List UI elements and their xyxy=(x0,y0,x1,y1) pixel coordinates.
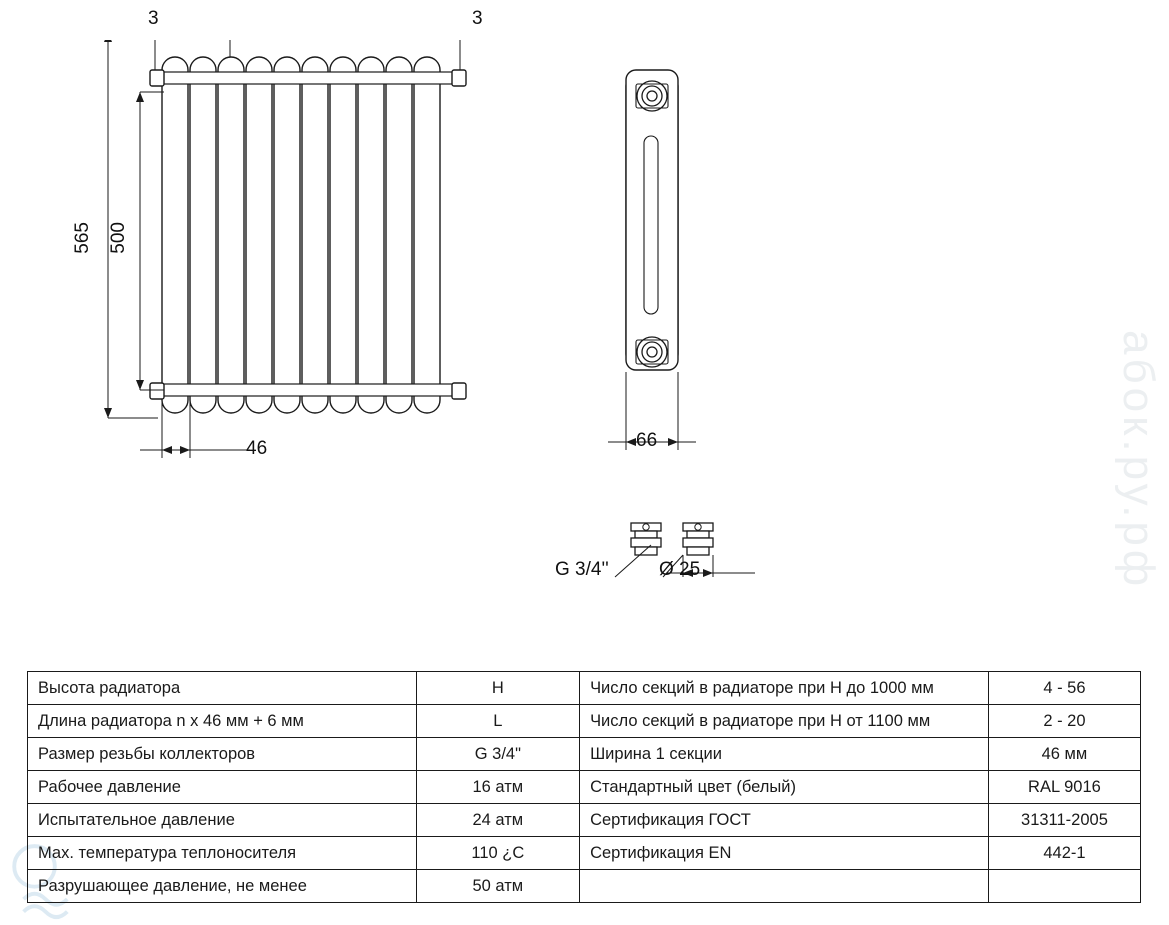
spec-param-2: Сертификация ГОСТ xyxy=(580,804,989,837)
spec-value-2: RAL 9016 xyxy=(988,771,1140,804)
spec-param-2 xyxy=(580,870,989,903)
table-row xyxy=(28,804,1141,837)
spec-value-2: 46 мм xyxy=(988,738,1140,771)
spec-symbol: 24 атм xyxy=(416,804,579,837)
table-row xyxy=(28,672,1141,705)
spec-param: Рабочее давление xyxy=(28,771,417,804)
fitting-detail-view xyxy=(555,515,805,615)
spec-param: Разрушающее давление, не менее xyxy=(28,870,417,903)
dim-label-gap-right: 3 xyxy=(472,8,483,29)
watermark-text: абок.ру.рф xyxy=(1114,330,1163,591)
label-diameter: Ø 25 xyxy=(659,559,701,580)
spec-value-2 xyxy=(988,870,1140,903)
spec-param-2: Стандартный цвет (белый) xyxy=(580,771,989,804)
spec-param: Высота радиатора xyxy=(28,672,417,705)
table-row xyxy=(28,738,1141,771)
table-row xyxy=(28,837,1141,870)
spec-symbol: L xyxy=(416,705,579,738)
spec-value-2: 2 - 20 xyxy=(988,705,1140,738)
radiator-front-view xyxy=(72,8,500,470)
dim-label-section-width: 46 xyxy=(246,438,268,459)
spec-param: Размер резьбы коллекторов xyxy=(28,738,417,771)
spec-symbol: 110 ¿C xyxy=(416,837,579,870)
dim-label-depth: 66 xyxy=(636,430,658,451)
dim-label-gap-left: 3 xyxy=(148,8,159,29)
radiator-side-view xyxy=(600,40,740,470)
spec-table-body xyxy=(28,672,1141,903)
dim-label-center-height: 500 xyxy=(108,222,129,254)
spec-value-2: 31311-2005 xyxy=(988,804,1140,837)
spec-param-2: Сертификация EN xyxy=(580,837,989,870)
spec-value-2: 442-1 xyxy=(988,837,1140,870)
specification-table xyxy=(27,671,1141,903)
spec-symbol: 50 атм xyxy=(416,870,579,903)
spec-symbol: G 3/4" xyxy=(416,738,579,771)
spec-symbol: 16 атм xyxy=(416,771,579,804)
front-view-svg xyxy=(100,40,500,470)
table-row xyxy=(28,771,1141,804)
spec-param: Мах. температура теплоносителя xyxy=(28,837,417,870)
table-row xyxy=(28,870,1141,903)
label-thread-size: G 3/4'' xyxy=(555,559,609,580)
side-view-svg xyxy=(600,40,740,470)
spec-param-2: Число секций в радиаторе при H от 1100 мм xyxy=(580,705,989,738)
spec-symbol: H xyxy=(416,672,579,705)
spec-param: Испытательное давление xyxy=(28,804,417,837)
spec-value-2: 4 - 56 xyxy=(988,672,1140,705)
table-row xyxy=(28,705,1141,738)
spec-param: Длина радиатора n x 46 мм + 6 мм xyxy=(28,705,417,738)
dim-label-overall-height: 565 xyxy=(72,222,93,254)
spec-param-2: Ширина 1 секции xyxy=(580,738,989,771)
spec-param-2: Число секций в радиаторе при H до 1000 мм xyxy=(580,672,989,705)
